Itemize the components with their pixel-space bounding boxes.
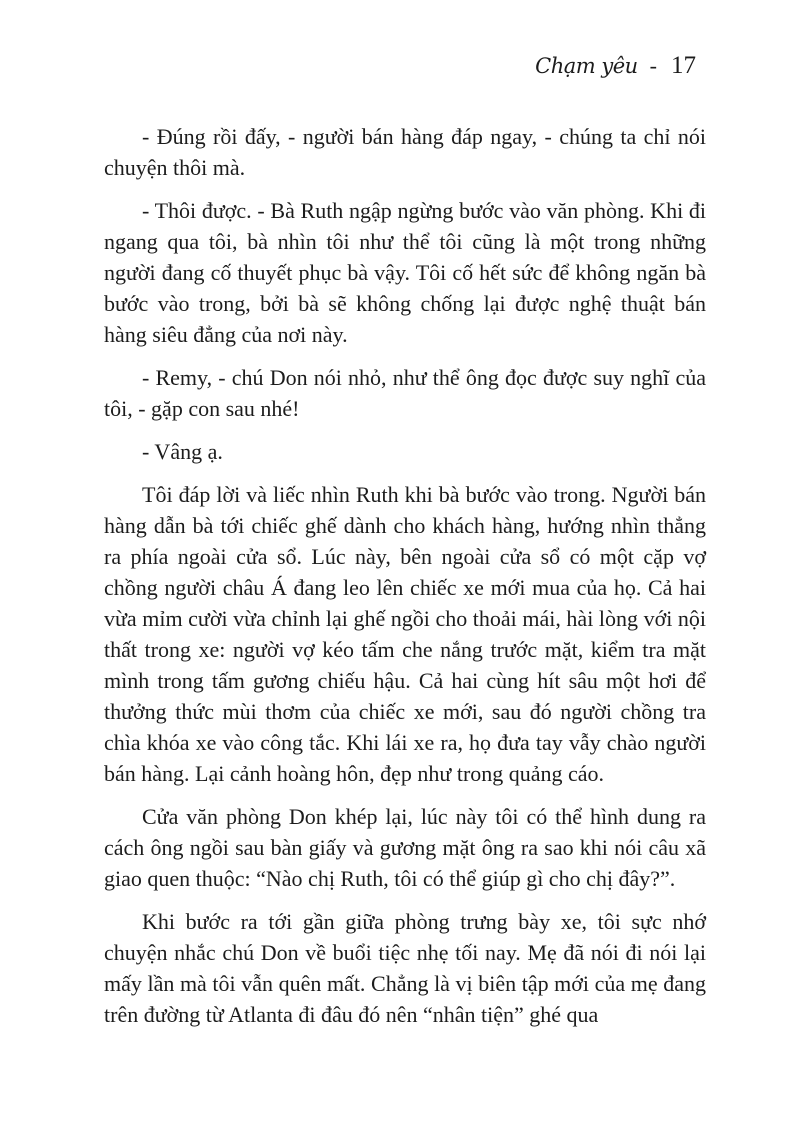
paragraph-3: - Remy, - chú Don nói nhỏ, như thể ông đọc được suy nghĩ của tôi, - gặp con sau nhé! <box>104 365 706 421</box>
header-separator: - <box>649 53 657 78</box>
paragraph-4: - Vâng ạ. <box>142 439 223 464</box>
paragraph-2: - Thôi được. - Bà Ruth ngập ngừng bước vào văn phòng. Khi đi ngang qua tôi, bà nhìn tôi như thể tôi cũng là một trong những người đang cố thuyết phục bà vậy. Tôi cố hết sức để không ngăn bà bước vào trong, bởi bà sẽ không chống lại được nghệ thuật bán hàng siêu đẳng của nơi này. <box>104 198 706 347</box>
paragraph-1: - Đúng rồi đấy, - người bán hàng đáp ngay, - chúng ta chỉ nói chuyện thôi mà. <box>104 124 706 180</box>
book-title: Chạm yêu <box>535 54 638 78</box>
running-header <box>535 52 696 80</box>
page-number: 17 <box>671 52 696 79</box>
paragraph-7: Khi bước ra tới gần giữa phòng trưng bày xe, tôi sực nhớ chuyện nhắc chú Don về buổi tiệc nhẹ tối nay. Mẹ đã nói đi nói lại mấy lần mà tôi vẫn quên mất. Chẳng là vị biên tập mới của mẹ đang trên đường từ Atlanta đi đâu đó nên “nhân tiện” ghé qua <box>104 909 706 1027</box>
paragraph-5: Tôi đáp lời và liếc nhìn Ruth khi bà bước vào trong. Người bán hàng dẫn bà tới chiếc ghế dành cho khách hàng, hướng nhìn thẳng ra phía ngoài cửa sổ. Lúc này, bên ngoài cửa sổ có một cặp vợ chồng người châu Á đang leo lên chiếc xe mới mua của họ. Cả hai vừa mỉm cười vừa chỉnh lại ghế ngồi cho thoải mái, hài lòng với nội thất trong xe: người vợ kéo tấm che nắng trước mặt, kiểm tra mặt mình trong tấm gương chiếu hậu. Cả hai cùng hít sâu một hơi để thưởng thức mùi thơm của chiếc xe mới, sau đó người chồng tra chìa khóa xe vào công tắc. Khi lái xe ra, họ đưa tay vẫy chào người bán hàng. Lại cảnh hoàng hôn, đẹp như trong quảng cáo. <box>104 482 706 786</box>
body-text <box>104 121 706 1030</box>
paragraph-6: Cửa văn phòng Don khép lại, lúc này tôi có thể hình dung ra cách ông ngồi sau bàn giấy và gương mặt ông ra sao khi nói câu xã giao quen thuộc: “Nào chị Ruth, tôi có thể giúp gì cho chị đây?”. <box>104 804 706 891</box>
